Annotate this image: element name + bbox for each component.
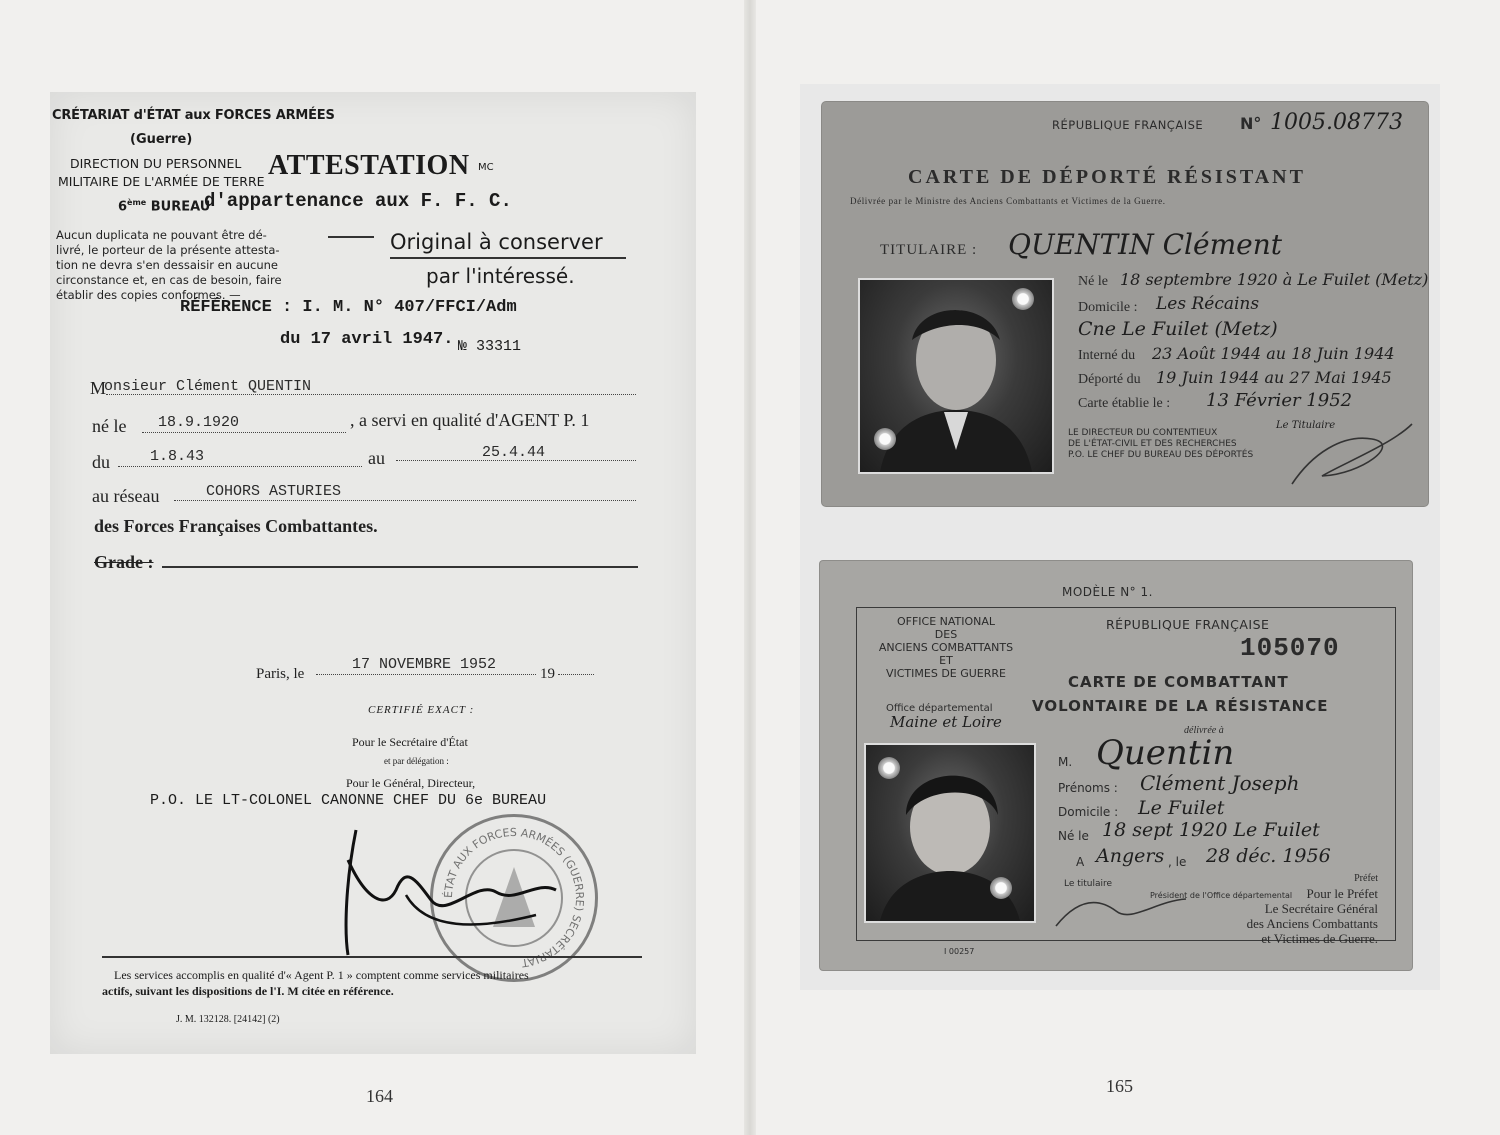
place-date: 17 NOVEMBRE 1952 <box>352 656 497 673</box>
card2-republic: RÉPUBLIQUE FRANÇAISE <box>1106 617 1270 632</box>
header-bureau <box>118 198 210 214</box>
notice-line: livré, le porteur de la présente attesta- <box>56 243 280 257</box>
header-bureau-label: BUREAU <box>150 199 211 215</box>
card1-holder-name: QUENTIN Clément <box>1008 228 1282 261</box>
card2-office-dept-value: Maine et Loire <box>890 713 1002 731</box>
card1-director-line: LE DIRECTEUR DU CONTENTIEUX <box>1068 428 1218 438</box>
card1-holder-label: TITULAIRE : <box>880 242 978 258</box>
card2-office-line: VICTIMES DE GUERRE <box>885 667 1006 680</box>
card1-director-line: DE L'ÉTAT-CIVIL ET DES RECHERCHES <box>1068 439 1237 449</box>
field-m-value: onsieur Clément QUENTIN <box>104 378 312 395</box>
sign-line-2: et par délégation : <box>384 756 449 766</box>
deportee-card <box>822 102 1428 506</box>
field-network-line <box>174 500 636 501</box>
notice-line: tion ne devra s'en dessaisir en aucune <box>56 258 278 272</box>
card2-firstname-label: Prénoms : <box>1058 781 1118 795</box>
notice-block <box>56 228 282 303</box>
card2-office-line: ANCIENS COMBATTANTS <box>878 641 1014 654</box>
card2-office-line: ET <box>939 654 953 667</box>
card2-holder-sign-label: Le titulaire <box>1064 879 1113 889</box>
signature <box>336 820 576 960</box>
card1-born-label: Né le <box>1078 274 1108 289</box>
document-subtitle: d'appartenance aux F. F. C. <box>204 190 512 212</box>
field-from-line <box>118 466 362 467</box>
card1-number-label: N° <box>1240 114 1262 133</box>
card2-born-label: Né le <box>1058 829 1089 843</box>
field-network-label: au réseau <box>92 486 160 506</box>
field-m-label: M <box>90 378 107 398</box>
card2-place-value: Angers <box>1096 845 1165 867</box>
card2-prefect-line: Le Secrétaire Général <box>1264 901 1378 916</box>
card2-title-2: VOLONTAIRE DE LA RÉSISTANCE <box>1032 697 1329 715</box>
header-guerre: (Guerre) <box>130 132 193 147</box>
card2-model: MODÈLE N° 1. <box>1062 585 1153 599</box>
card1-interned-label: Interné du <box>1078 348 1136 363</box>
card1-punch-hole <box>874 428 896 450</box>
place-year-line <box>558 674 594 675</box>
card2-prefect-line: et Victimes de Guerre. <box>1261 931 1378 946</box>
place-line <box>316 674 536 675</box>
card2-office-line: OFFICE NATIONAL <box>896 615 996 628</box>
card1-title: CARTE DE DÉPORTÉ RÉSISTANT <box>908 166 1306 188</box>
signatory-line: P.O. LE LT-COLONEL CANONNE CHEF DU 6e BUREAU <box>150 792 547 809</box>
page-number-right: 165 <box>1106 1076 1133 1096</box>
field-grade-line <box>162 566 638 568</box>
header-ministry: CRÉTARIAT d'ÉTAT aux FORCES ARMÉES <box>52 108 335 123</box>
card1-deported-label: Déporté du <box>1078 372 1141 387</box>
card2-place-date-label: , le <box>1168 855 1187 869</box>
attestation-document <box>50 92 696 1054</box>
card1-director-block <box>1068 428 1253 461</box>
sign-line-1: Pour le Secrétaire d'État <box>352 735 468 749</box>
card2-prefect-line: Préfet <box>1354 873 1378 884</box>
card1-established-label: Carte établie le : <box>1078 396 1171 411</box>
card2-president-label: Président de l'Office départemental <box>1150 891 1293 900</box>
notice-line: circonstance et, en cas de besoin, faire <box>56 273 282 287</box>
card2-place-label: A <box>1076 855 1085 869</box>
card2-firstname-value: Clément Joseph <box>1140 771 1300 795</box>
card1-domicile-value-2: Cne Le Fuilet (Metz) <box>1078 318 1278 340</box>
card2-prefect-line: Pour le Préfet <box>1306 886 1378 901</box>
field-to-value: 25.4.44 <box>482 444 546 461</box>
card1-established-value: 13 Février 1952 <box>1206 390 1353 411</box>
card1-punch-hole <box>1012 288 1034 310</box>
card2-m-value: Quentin <box>1096 733 1235 773</box>
card2-title-1: CARTE DE COMBATTANT <box>1068 673 1289 691</box>
card1-holder-sign-label: Le Titulaire <box>1276 420 1336 431</box>
card1-deported-value: 19 Juin 1944 au 27 Mai 1945 <box>1156 368 1392 387</box>
field-born-label: né le <box>92 416 127 436</box>
page-number-left: 164 <box>366 1086 393 1106</box>
card2-prefect-block <box>1200 871 1378 946</box>
reference-line: RÉFÉRENCE : I. M. N° 407/FFCI/Adm <box>180 298 517 317</box>
field-served-label: , a servi en qualité d'AGENT P. 1 <box>350 410 590 430</box>
card1-republic: RÉPUBLIQUE FRANÇAISE <box>1052 118 1204 132</box>
document-title: ATTESTATION <box>268 150 470 181</box>
field-to-line <box>396 460 636 461</box>
card1-issued-by: Délivrée par le Ministre des Anciens Combattants et Victimes de la Guerre. <box>850 196 1166 206</box>
card2-punch-hole <box>990 877 1012 899</box>
book-gutter <box>744 0 756 1135</box>
card1-interned-value: 23 Août 1944 au 18 Juin 1944 <box>1152 344 1395 363</box>
card2-punch-hole <box>878 757 900 779</box>
sign-line-3: Pour le Général, Directeur, <box>346 776 476 790</box>
field-to-label: au <box>368 448 385 468</box>
card1-domicile-label: Domicile : <box>1078 300 1138 315</box>
field-from-value: 1.8.43 <box>150 448 205 465</box>
reference-date: du 17 avril 1947. <box>280 330 454 349</box>
field-born-value: 18.9.1920 <box>158 414 240 431</box>
original-underline <box>390 257 626 259</box>
card1-signature <box>1282 414 1422 494</box>
field-network-value: COHORS ASTURIES <box>206 483 342 500</box>
card2-office-line: DES <box>934 628 958 641</box>
forces-line: des Forces Françaises Combattantes. <box>94 516 378 536</box>
card1-number: 1005.08773 <box>1270 110 1403 135</box>
card2-born-value: 18 sept 1920 Le Fuilet <box>1102 819 1320 841</box>
card1-director-line: P.O. LE CHEF DU BUREAU DES DÉPORTÉS <box>1068 450 1254 460</box>
footer-note-1: Les services accomplis en qualité d'« Agent P. 1 » comptent comme services militaires <box>114 968 529 982</box>
card2-prefect-line: des Anciens Combattants <box>1246 916 1378 931</box>
notice-line: Aucun duplicata ne pouvant être dé- <box>56 228 267 242</box>
card2-office-dept-label: Office départemental <box>886 703 993 714</box>
field-born-line <box>142 432 346 433</box>
footer-note-2: actifs, suivant les dispositions de l'I. M citée en référence. <box>102 984 394 998</box>
notice-dash <box>328 236 374 238</box>
certified-label: CERTIFIÉ EXACT : <box>368 704 475 716</box>
card2-place-date-value: 28 déc. 1956 <box>1206 845 1331 867</box>
card2-delivered: délivrée à <box>1184 725 1224 736</box>
card2-office-block <box>860 615 1032 680</box>
header-army: MILITAIRE DE L'ARMÉE DE TERRE <box>58 174 265 189</box>
place-year: 19 <box>540 666 555 682</box>
footer-code: J. M. 132128. [24142] (2) <box>176 1014 280 1025</box>
card2-number: 105070 <box>1240 633 1340 663</box>
stamp-text: ÉTAT AUX FORCES ARMÉES (GUERRE) SECRÉTARIAT <box>441 825 587 970</box>
document-number: № 33311 <box>458 338 522 355</box>
field-m-line <box>106 394 636 395</box>
field-grade-label: Grade : <box>94 552 154 572</box>
header-direction: DIRECTION DU PERSONNEL <box>70 156 242 171</box>
original-note: Original à conserver <box>390 230 603 254</box>
card2-m-label: M. <box>1058 755 1073 769</box>
card1-domicile-value: Les Récains <box>1156 294 1260 314</box>
title-mark: MC <box>478 162 494 173</box>
card2-signature <box>1046 881 1196 941</box>
original-note-2: par l'intéressé. <box>426 264 575 288</box>
notice-line: établir des copies conformes. — <box>56 288 241 302</box>
card1-born-value: 18 septembre 1920 à Le Fuilet (Metz) <box>1120 270 1428 289</box>
footer-rule <box>102 956 642 958</box>
place-label: Paris, le <box>256 666 305 682</box>
field-from-label: du <box>92 452 110 472</box>
header-bureau-number: 6 <box>118 199 128 215</box>
card2-serial: I 00257 <box>944 947 975 956</box>
card2-domicile-value: Le Fuilet <box>1138 797 1225 819</box>
card2-domicile-label: Domicile : <box>1058 805 1119 819</box>
resistance-card <box>820 561 1412 970</box>
header-bureau-sup: ème <box>127 198 147 207</box>
